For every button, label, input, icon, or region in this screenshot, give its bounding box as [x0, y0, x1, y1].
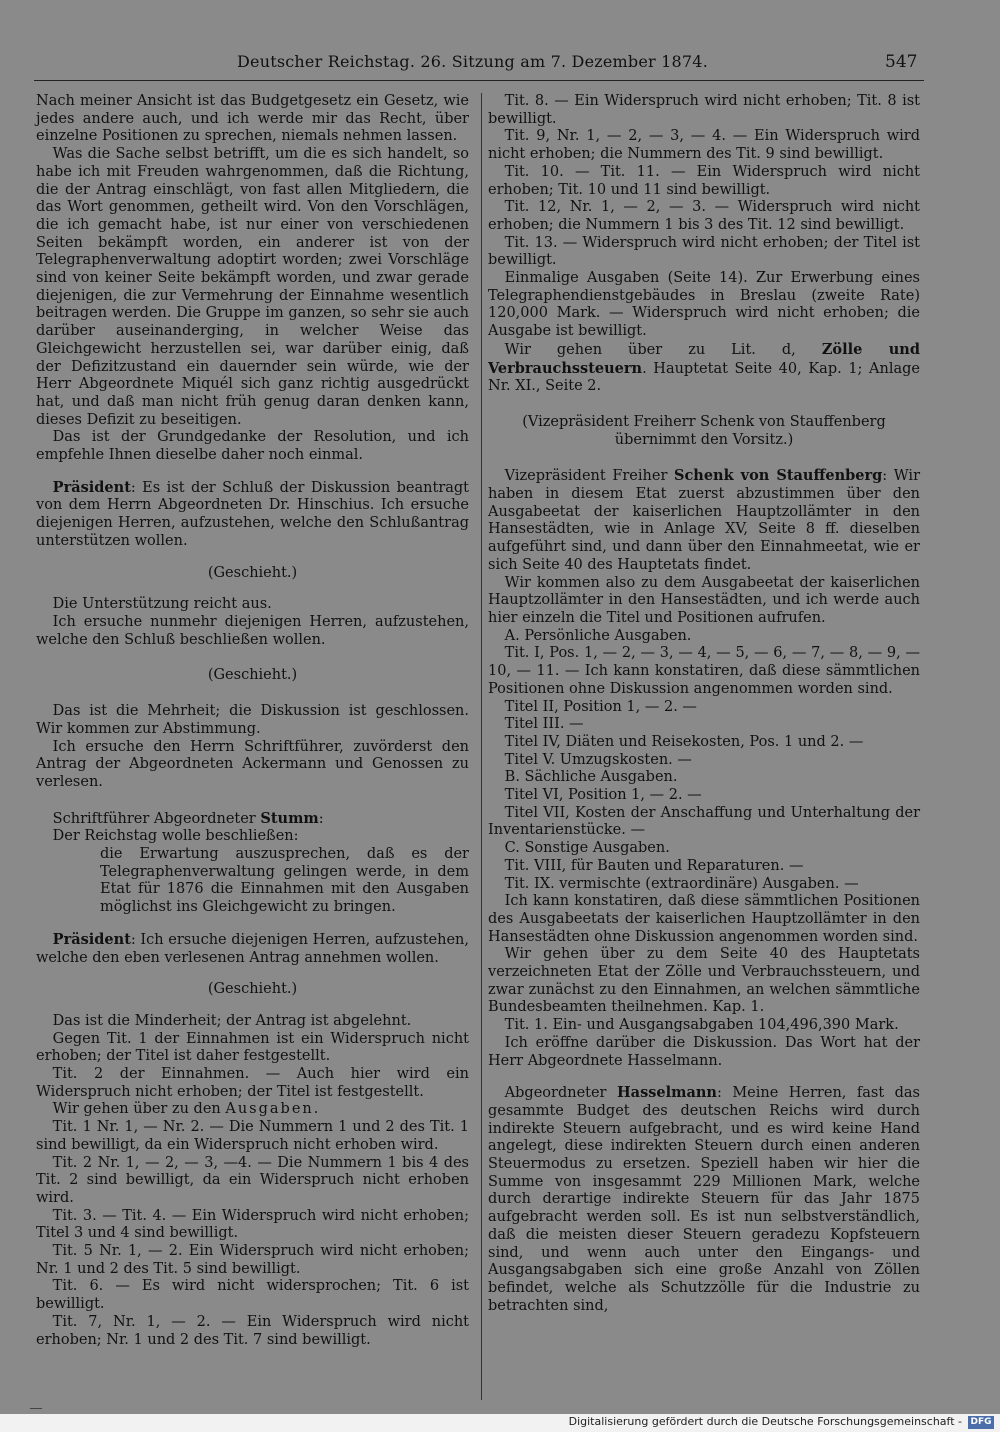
paragraph: Ich eröffne darüber die Diskussion. Das Wort hat der Herr Abgeordnete Hasselmann. — [488, 1034, 920, 1069]
paragraph: Tit. I, Pos. 1, — 2, — 3, — 4, — 5, — 6, — 7, — 8, — 9, — 10, — 11. — Ich kann konstatiren, daß diese sämmtlichen Positionen ohne Diskussion angenommen worden sind. — [488, 645, 920, 697]
paragraph: Ich ersuche den Herrn Schriftführer, zuvörderst den Antrag der Abgeordneten Ackermann und Genossen zu verlesen. — [36, 738, 469, 790]
speaker-name: Präsident — [52, 930, 131, 948]
speaker-paragraph — [36, 479, 469, 551]
paragraph: Wir gehen über zu dem Seite 40 des Hauptetats verzeichneten Etat der Zölle und Verbrauchssteuern, und zwar zunächst zu den Einnahmen, an welchen sämmtliche Bundesbeamten theilnehmen. Kap. 1. — [488, 946, 920, 1016]
speaker-name: Hasselmann — [616, 1084, 717, 1102]
paragraph: Tit. 3. — Tit. 4. — Ein Widerspruch wird nicht erhoben; Titel 3 und 4 sind bewilligt. — [36, 1207, 469, 1242]
paragraph: Titel II, Position 1, — 2. — — [504, 698, 697, 715]
running-title: Deutscher Reichstag. 26. Sitzung am 7. Dezember 1874. — [237, 52, 708, 71]
paragraph: Tit. 2 Nr. 1, — 2, — 3, —4. — Die Nummern 1 bis 4 des Tit. 2 sind bewilligt, da ein Widerspruch nicht erhoben wird. — [36, 1154, 469, 1206]
page-number: 547 — [885, 52, 918, 72]
funding-notice: Digitalisierung gefördert durch die Deutsche Forschungsgemeinschaft - — [568, 1415, 962, 1428]
paragraph: Tit. VIII, für Bauten und Reparaturen. — — [504, 857, 804, 874]
margin-mark — [30, 1408, 42, 1409]
page-header — [0, 52, 1000, 76]
header-rule — [34, 80, 924, 81]
paragraph: Gegen Tit. 1 der Einnahmen ist ein Widerspruch nicht erhoben; der Titel ist daher festgestellt. — [36, 1030, 469, 1065]
speaker-paragraph — [36, 931, 469, 967]
paragraph: Der Reichstag wolle beschließen: — [52, 828, 299, 845]
paragraph: Tit. 2 der Einnahmen. — Auch hier wird ein Widerspruch nicht erhoben; der Titel ist festgestellt. — [36, 1066, 469, 1100]
section-heading: Zölle und Verbrauchssteuern — [488, 340, 920, 377]
paragraph: Tit. 1. Ein- und Ausgangsabgaben 104,496,390 Mark. — [504, 1017, 899, 1034]
right-column — [488, 93, 920, 1315]
paragraph: Titel VI, Position 1, — 2. — — [504, 787, 702, 804]
paragraph: B. Sächliche Ausgaben. — [504, 769, 678, 786]
digitization-footer — [0, 1414, 1000, 1432]
text: . Hauptetat Seite 40, Kap. 1; Anlage Nr. XI., Seite 2. — [488, 360, 920, 395]
speech-text: : Meine Herren, fast das gesammte Budget des deutschen Reichs wird durch indirekte Steuern aufgebracht, und es wird keine Hand angelegt, diese indirekten Steuern durch einen anderen Steuermodus zu ersetzen. Speziell haben wir hier die Summe von insgesammt 229 Millionen Mark, welche durch derartige indirekte Steuern für das Jahr 1875 aufgebracht werden soll. Es ist nun selbstverständlich, daß die meisten dieser Steuern geradezu Kopfsteuern sind, und wenn auch unter den Eingangs- und Ausgangsabgaben sich eine große Anzahl von Zöllen befindet, welche als Schutzzölle für die Industrie zu betrachten sind, — [488, 1085, 920, 1314]
punctuation: : — [318, 810, 324, 827]
paragraph: Das ist die Mehrheit; die Diskussion ist geschlossen. Wir kommen zur Abstimmung. — [36, 703, 469, 737]
paragraph: Das ist die Minderheit; der Antrag ist abgelehnt. — [52, 1012, 412, 1029]
paragraph: Tit. 9, Nr. 1, — 2, — 3, — 4. — Ein Widerspruch wird nicht erhoben; die Nummern des Tit. 9 sind bewilligt. — [488, 128, 920, 163]
spaced-word: Ausgaben — [225, 1101, 314, 1118]
speech-text: : Ich ersuche diejenigen Herren, aufzustehen, welche den eben verlesenen Antrag annehmen wollen. — [36, 931, 469, 966]
speaker-name: Schenk von Stauffenberg — [673, 467, 883, 485]
speaker-name: Präsident — [52, 478, 131, 496]
paragraph: Was die Sache selbst betrifft, um die es sich handelt, so habe ich mit Freuden wahrgenommen, daß die Richtung, die der Antrag einschlägt, von fast allen Mitgliedern, die das Wort genommen, getheilt wird. Von den Vorschlägen, die ich gemacht habe, ist nur einer von verschiedenen Seiten bekämpft worden, ein anderer ist von der Telegraphenverwaltung adoptirt worden; zwei Vorschläge sind von keiner Seite bekämpft worden, und zwar gerade diejenigen, die zur Vermehrung der Einnahme wesentlich beitragen werden. Die Gruppe im ganzen, so sehr sie auch darüber auseinanderging, in welcher Weise das Gleichgewicht herzustellen sei, war darüber einig, daß der Defizitzustand ein dauernder sein würde, wie der Herr Abgeordnete Miquél sich ganz richtig ausgedrückt hat, und daß man nicht früh genug daran denken kann, dieses Defizit zu beseitigen. — [36, 146, 469, 428]
speaker-name: Stumm — [260, 809, 319, 827]
column-divider — [481, 93, 482, 1400]
paragraph: Das ist der Grundgedanke der Resolution, und ich empfehle Ihnen dieselbe daher noch einmal. — [36, 429, 469, 464]
paragraph: Ich ersuche nunmehr diejenigen Herren, aufzustehen, welche den Schluß beschließen wollen. — [36, 613, 469, 648]
speaker-paragraph — [36, 810, 469, 829]
left-column — [36, 93, 469, 1349]
paragraph: Tit. 8. — Ein Widerspruch wird nicht erhoben; Tit. 8 ist bewilligt. — [488, 93, 920, 127]
stage-direction: (Geschieht.) — [207, 667, 298, 684]
paragraph: Titel V. Umzugskosten. — — [504, 751, 692, 768]
paragraph: Tit. 12, Nr. 1, — 2, — 3. — Widerspruch wird nicht erhoben; die Nummern 1 bis 3 des Tit. 12 sind bewilligt. — [488, 199, 920, 233]
punctuation: . — [313, 1101, 319, 1118]
text: Wir gehen über zu Lit. d, — [504, 341, 822, 358]
speech-text: : Wir haben in diesem Etat zuerst abzustimmen über den Ausgabeetat der kaiserlichen Hauptzollämter in den Hansestädten, wie in Anlage XV, Seite 8 ff. dieselben aufgeführt sind, und dann über den Einnahmeetat, wie er sich Seite 40 des Hauptetats findet. — [488, 468, 921, 573]
paragraph: Titel IV, Diäten und Reisekosten, Pos. 1 und 2. — — [504, 733, 864, 750]
paragraph: Nach meiner Ansicht ist das Budgetgesetz ein Gesetz, wie jedes andere auch, und ich werde mir das Recht, über einzelne Positionen zu sprechen, niemals nehmen lassen. — [36, 93, 469, 145]
stage-direction: (Vizepräsident Freiherr Schenk von Stauffenberg übernimmt den Vorsitz.) — [522, 413, 886, 448]
speaker-role: Vizepräsident Freiher — [504, 468, 674, 485]
speaker-paragraph — [488, 1084, 920, 1315]
motion-text: die Erwartung auszusprechen, daß es der Telegraphenverwaltung gelingen werde, in dem Etat für 1876 die Einnahmen mit den Ausgaben möglichst ins Gleichgewicht zu bringen. — [100, 846, 469, 916]
speaker-role: Abgeordneter — [504, 1085, 617, 1102]
text: Wir gehen über zu den — [52, 1101, 226, 1118]
dfg-logo: DFG — [968, 1416, 994, 1429]
stage-direction: (Geschieht.) — [207, 564, 298, 581]
paragraph: Tit. 7, Nr. 1, — 2. — Ein Widerspruch wird nicht erhoben; Nr. 1 und 2 des Tit. 7 sind bewilligt. — [36, 1313, 469, 1348]
paragraph: Tit. 6. — Es wird nicht widersprochen; Tit. 6 ist bewilligt. — [36, 1278, 469, 1313]
paragraph: C. Sonstige Ausgaben. — [504, 840, 670, 857]
speaker-paragraph — [488, 467, 920, 574]
paragraph: Tit. 10. — Tit. 11. — Ein Widerspruch wird nicht erhoben; Tit. 10 und 11 sind bewilligt. — [488, 163, 920, 198]
stage-direction: (Geschieht.) — [207, 981, 298, 998]
paragraph: Tit. 1 Nr. 1, — Nr. 2. — Die Nummern 1 und 2 des Tit. 1 sind bewilligt, da ein Widerspruch nicht erhoben wird. — [36, 1119, 469, 1153]
paragraph: Tit. 13. — Widerspruch wird nicht erhoben; der Titel ist bewilligt. — [488, 234, 920, 269]
paragraph — [488, 341, 920, 396]
paragraph: Tit. 5 Nr. 1, — 2. Ein Widerspruch wird nicht erhoben; Nr. 1 und 2 des Tit. 5 sind bewilligt. — [36, 1243, 469, 1277]
paragraph: Ich kann konstatiren, daß diese sämmtlichen Positionen des Ausgabeetats der kaiserlichen Hauptzollämter in den Hansestädten ohne Diskussion angenommen worden sind. — [488, 893, 920, 945]
paragraph: Die Unterstützung reicht aus. — [52, 596, 272, 613]
speaker-role: Schriftführer Abgeordneter — [52, 810, 261, 827]
paragraph: Titel VII, Kosten der Anschaffung und Unterhaltung der Inventarienstücke. — — [488, 804, 920, 839]
paragraph: A. Persönliche Ausgaben. — [504, 627, 692, 644]
paragraph: Einmalige Ausgaben (Seite 14). Zur Erwerbung eines Telegraphendienstgebäudes in Breslau (zweite Rate) 120,000 Mark. — Widerspruch wird nicht erhoben; die Ausgabe ist bewilligt. — [488, 270, 920, 340]
paragraph: Wir kommen also zu dem Ausgabeetat der kaiserlichen Hauptzollämter in den Hansestädten, und ich werde auch hier einzeln die Titel und Positionen aufrufen. — [488, 574, 920, 626]
paragraph — [36, 1101, 469, 1119]
paragraph: Tit. IX. vermischte (extraordinäre) Ausgaben. — — [504, 875, 859, 892]
paragraph: Titel III. — — [504, 716, 584, 733]
speech-text: : Es ist der Schluß der Diskussion beantragt von dem Herrn Abgeordneten Dr. Hinschius. Ich ersuche diejenigen Herren, aufzustehen, welche den Schlußantrag unterstützen wollen. — [36, 479, 469, 549]
